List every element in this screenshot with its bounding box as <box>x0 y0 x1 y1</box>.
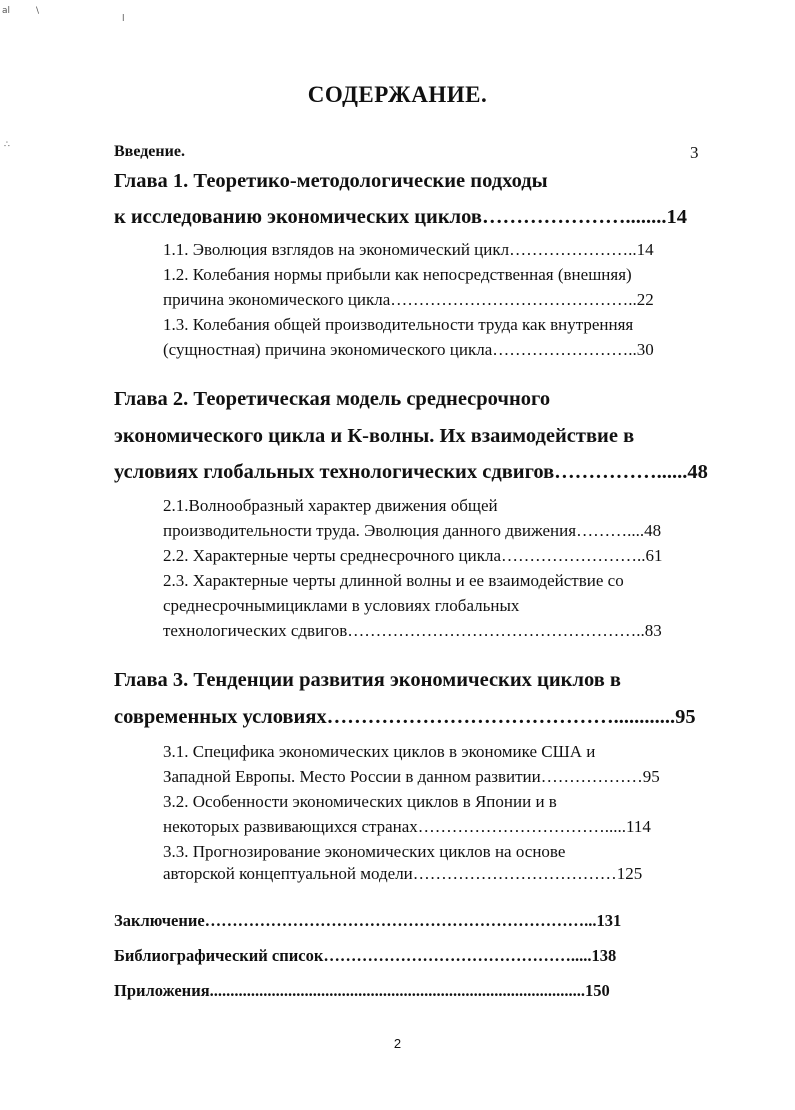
page-number: 2 <box>393 1036 402 1051</box>
toc-section-3-3: 3.3. Прогнозирование экономических циклов на основе <box>163 842 566 861</box>
scan-artifact: ∴ <box>4 140 10 150</box>
toc-section-3-3-cont: авторской концептуальной модели………………………………125 <box>163 864 643 883</box>
page-title: СОДЕРЖАНИЕ. <box>307 82 488 107</box>
toc-chapter-3-title: Глава 3. Тенденции развития экономических циклов в <box>114 669 621 691</box>
scan-artifact: l <box>122 14 125 24</box>
toc-section-2-3-cont-2: технологических сдвигов……………………………………………..83 <box>163 621 662 640</box>
toc-chapter-2-title-cont: экономического цикла и К-волны. Их взаимодействие в <box>114 425 635 447</box>
toc-conclusion: Заключение……………………………………………………………...131 <box>114 911 622 930</box>
toc-section-3-2-cont: некоторых развивающихся странах…………………………….....114 <box>163 817 651 836</box>
toc-section-3-1: 3.1. Специфика экономических циклов в экономике США и <box>163 742 596 761</box>
toc-chapter-3-title-cont: современных условиях……………………………………............95 <box>114 706 696 728</box>
toc-section-2-2: 2.2. Характерные черты среднесрочного цикла……………………..61 <box>163 546 663 565</box>
toc-intro-label: Введение. <box>114 143 185 160</box>
toc-section-1-3-cont: (сущностная) причина экономического цикла……………………..30 <box>163 340 654 359</box>
scan-artifact: \ <box>36 6 40 16</box>
toc-section-3-2: 3.2. Особенности экономических циклов в Японии и в <box>163 792 557 811</box>
scan-artifact: al <box>2 6 11 16</box>
toc-section-2-1: 2.1.Волнообразный характер движения общей <box>163 496 498 515</box>
toc-section-3-1-cont: Западной Европы. Место России в данном развитии………………95 <box>163 767 660 786</box>
toc-section-2-3-cont: среднесрочнымициклами в условиях глобальных <box>163 596 520 615</box>
toc-section-2-3: 2.3. Характерные черты длинной волны и ее взаимодействие со <box>163 571 624 590</box>
toc-chapter-2-title: Глава 2. Теоретическая модель среднесрочного <box>114 388 551 410</box>
toc-chapter-1-title-cont: к исследованию экономических циклов…………………........14 <box>114 206 687 228</box>
toc-section-2-1-cont: производительности труда. Эволюция данного движения………....48 <box>163 521 662 540</box>
toc-chapter-2-title-cont-2: условиях глобальных технологических сдвигов……………......48 <box>114 461 708 483</box>
toc-chapter-1-title: Глава 1. Теоретико-методологические подходы <box>114 170 548 192</box>
toc-section-1-1: 1.1. Эволюция взглядов на экономический цикл…………………..14 <box>163 240 654 259</box>
toc-section-1-3: 1.3. Колебания общей производительности труда как внутренняя <box>163 315 634 334</box>
toc-bibliography: Библиографический список……………………………………….....138 <box>114 946 617 965</box>
toc-section-1-2-cont: причина экономического цикла……………………………………..22 <box>163 290 654 309</box>
toc-section-1-2: 1.2. Колебания нормы прибыли как непосредственная (внешняя) <box>163 265 632 284</box>
toc-appendix: Приложения...........................................................................................150 <box>114 981 610 1000</box>
toc-intro-page: 3 <box>690 143 699 162</box>
